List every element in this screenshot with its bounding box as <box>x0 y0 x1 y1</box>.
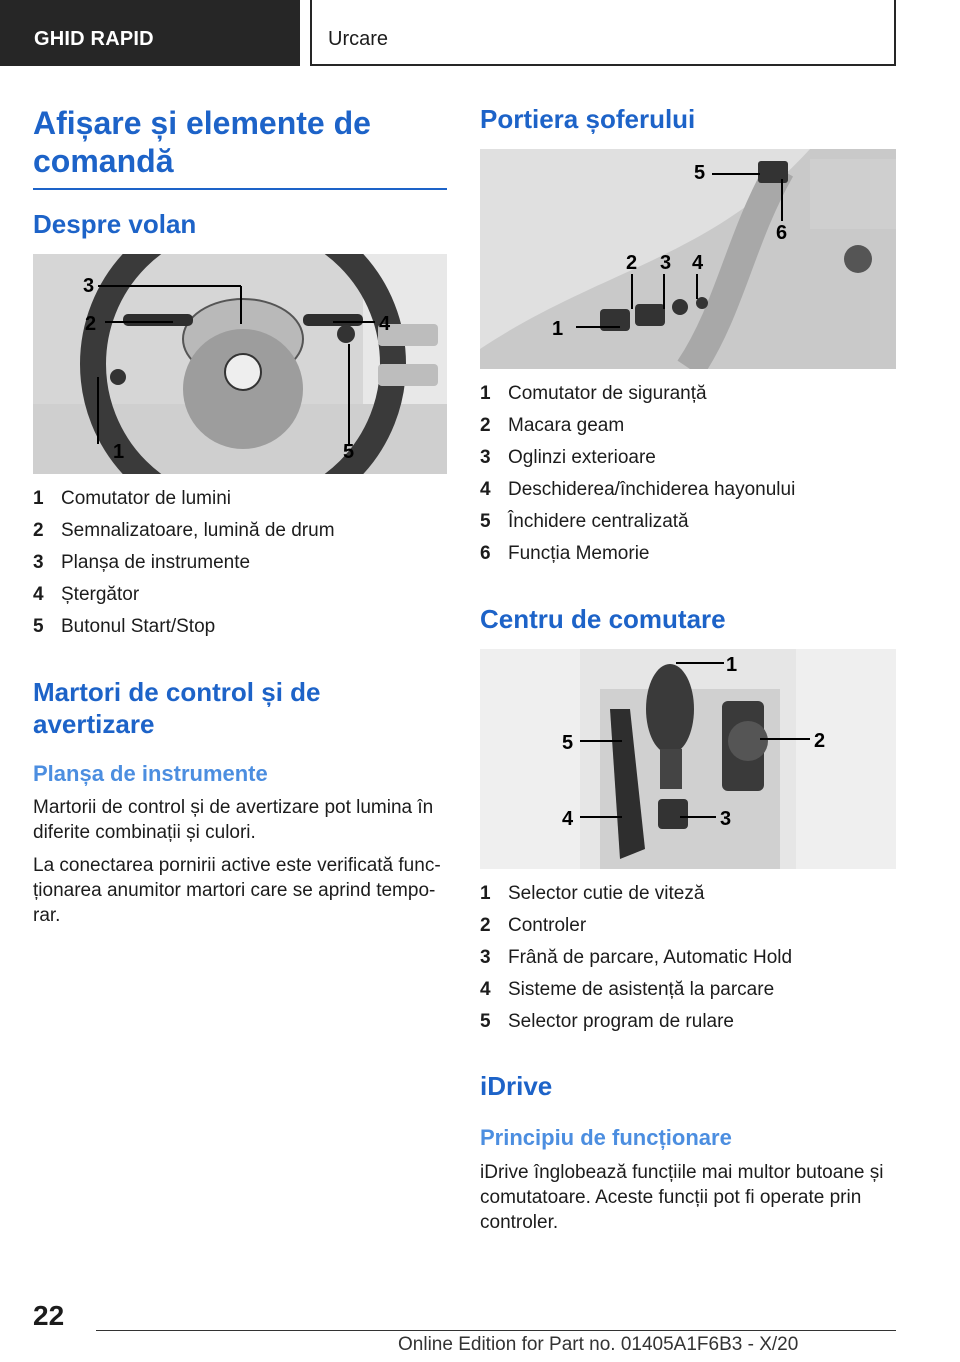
item-number: 5 <box>33 616 44 637</box>
center-callout-4: 4 <box>562 808 574 830</box>
door-callout-3: 3 <box>660 252 672 274</box>
steering-legend <box>33 487 447 647</box>
list-item <box>33 551 447 583</box>
steering-callout-3: 3 <box>83 275 95 297</box>
steering-heading: Despre volan <box>33 209 197 239</box>
steering-callout-2: 2 <box>85 313 97 335</box>
item-text: Ștergător <box>61 584 140 605</box>
item-text: Oglinzi exterioare <box>508 447 656 468</box>
idrive-paragraph: iDrive înglobează funcțiile mai multor butoane și comutatoare. Aceste funcții pot fi operate prin controler. <box>480 1162 884 1233</box>
item-number: 2 <box>480 915 491 936</box>
item-number: 3 <box>480 447 491 468</box>
center-callout-3: 3 <box>720 808 732 830</box>
door-legend <box>480 382 896 574</box>
door-callout-6: 6 <box>776 222 788 244</box>
door-callout-4: 4 <box>692 252 704 274</box>
item-text: Frână de parcare, Automatic Hold <box>508 947 793 968</box>
item-text: Selector cutie de viteză <box>508 883 705 904</box>
page-number: 22 <box>33 1300 65 1331</box>
item-text: Comutator de siguranță <box>508 383 707 404</box>
driver-door-photo <box>480 149 896 369</box>
list-item <box>480 414 896 446</box>
list-item <box>480 978 896 1010</box>
steering-callout-1: 1 <box>113 441 125 463</box>
center-heading: Centru de comutare <box>480 604 726 634</box>
header-chapter-tab <box>310 0 896 66</box>
item-number: 5 <box>480 511 491 532</box>
item-number: 4 <box>480 479 491 500</box>
item-number: 2 <box>33 520 44 541</box>
page-title: Afișare și elemente de comandă <box>33 104 447 190</box>
list-item <box>480 446 896 478</box>
list-item <box>33 487 447 519</box>
item-text: Butonul Start/Stop <box>61 616 216 637</box>
door-heading: Portiera șoferului <box>480 104 696 134</box>
steering-wheel-photo <box>33 254 447 474</box>
list-item <box>480 914 896 946</box>
list-item <box>480 542 896 574</box>
door-callout-2: 2 <box>626 252 638 274</box>
idrive-heading: iDrive <box>480 1071 553 1101</box>
item-number: 6 <box>480 543 491 564</box>
door-callout-1: 1 <box>552 318 564 340</box>
item-text: Comutator de lumini <box>61 488 232 509</box>
footer-edition: Online Edition for Part no. 01405A1F6B3 - X/20 <box>398 1334 799 1355</box>
list-item <box>480 882 896 914</box>
list-item <box>33 519 447 551</box>
item-number: 3 <box>480 947 491 968</box>
item-number: 1 <box>480 883 491 904</box>
header-chapter-label: Urcare <box>328 28 389 50</box>
list-item <box>480 946 896 978</box>
item-text: Semnalizatoare, lumină de drum <box>61 520 335 541</box>
item-text: Deschiderea/închiderea hayonului <box>508 479 796 500</box>
item-text: Sisteme de asistență la parcare <box>508 979 775 1000</box>
item-text: Macara geam <box>508 415 625 436</box>
item-number: 4 <box>33 584 44 605</box>
list-item <box>480 478 896 510</box>
steering-callout-4: 4 <box>379 313 391 335</box>
list-item <box>33 615 447 647</box>
warning-subheading: Planșa de instrumente <box>33 761 268 786</box>
item-number: 1 <box>480 383 491 404</box>
item-number: 3 <box>33 552 44 573</box>
center-callout-2: 2 <box>814 730 826 752</box>
item-number: 2 <box>480 415 491 436</box>
item-text: Închidere centralizată <box>508 511 689 532</box>
center-callout-5: 5 <box>562 732 574 754</box>
list-item <box>480 382 896 414</box>
item-text: Controler <box>508 915 587 936</box>
steering-callout-5: 5 <box>343 441 355 463</box>
idrive-subheading: Principiu de funcționare <box>480 1125 732 1150</box>
header-section-tab <box>0 0 300 66</box>
center-callout-1: 1 <box>726 654 738 676</box>
header-section-label: GHID RAPID <box>34 28 154 50</box>
item-number: 4 <box>480 979 491 1000</box>
item-number: 1 <box>33 488 44 509</box>
list-item <box>33 583 447 615</box>
warning-paragraph-2: La conectarea pornirii active este verificată func‐ționarea anumitor martori care se aprind tempo‐rar. <box>33 855 441 926</box>
center-legend <box>480 882 896 1042</box>
item-text: Planșa de instrumente <box>61 552 251 573</box>
center-console-photo <box>480 649 896 869</box>
warning-paragraph-1: Martorii de control și de avertizare pot lumina în diferite combinații și culori. <box>33 797 434 843</box>
list-item <box>480 510 896 542</box>
item-text: Funcția Memorie <box>508 543 650 564</box>
door-callout-5: 5 <box>694 162 706 184</box>
item-number: 5 <box>480 1011 491 1032</box>
item-text: Selector program de rulare <box>508 1011 734 1032</box>
warning-heading: Martori de control și de avertizare <box>33 677 321 739</box>
list-item <box>480 1010 896 1042</box>
footer-divider <box>96 1330 896 1331</box>
